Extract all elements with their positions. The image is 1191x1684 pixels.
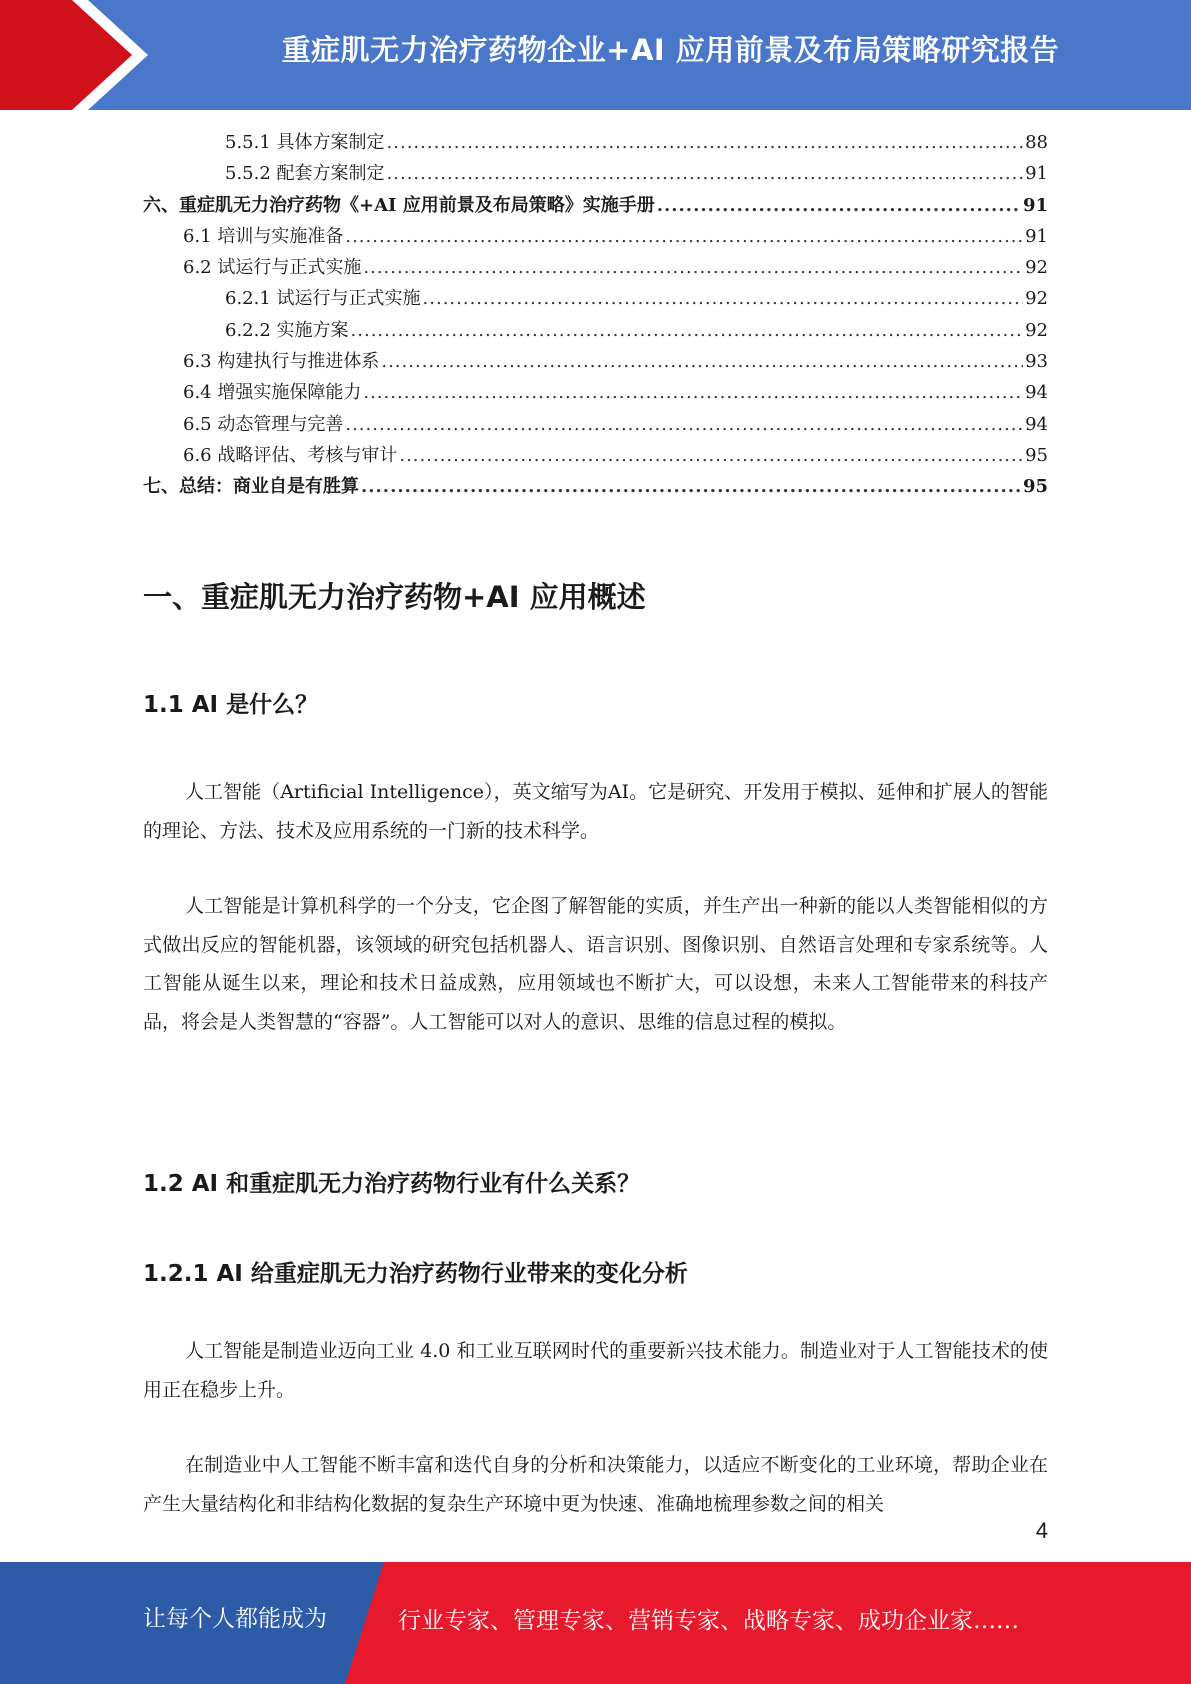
toc-page-number: 93	[1025, 351, 1048, 373]
toc-label: 6.6 战略评估、考核与审计	[183, 444, 398, 466]
toc-page-number: 91	[1025, 225, 1048, 247]
paragraph: 人工智能（Artificial Intelligence），英文缩写为AI。它是研究、开发用于模拟、延伸和扩展人的智能的理论、方法、技术及应用系统的一门新的技术科学。	[143, 781, 1048, 842]
toc-leader-dots	[363, 382, 1023, 403]
toc-leader-dots	[381, 351, 1023, 372]
toc-entry[interactable]	[143, 191, 1048, 222]
toc-leader-dots	[345, 414, 1023, 435]
toc-leader-dots	[361, 476, 1021, 497]
toc-entry[interactable]	[143, 410, 1048, 441]
toc-page-number: 91	[1025, 163, 1048, 185]
toc-leader-dots	[399, 445, 1023, 466]
toc-page-number: 92	[1025, 319, 1048, 341]
toc-page-number: 91	[1022, 194, 1048, 216]
subsubsection-heading: 1.2.1 AI 给重症肌无力治疗药物行业带来的变化分析	[143, 1261, 688, 1287]
toc-label: 5.5.1 具体方案制定	[225, 132, 385, 153]
toc-page-number: 94	[1025, 382, 1048, 404]
toc-entry[interactable]	[143, 441, 1048, 472]
toc-label: 6.2 试运行与正式实施	[183, 257, 362, 279]
toc-leader-dots	[351, 320, 1024, 341]
section-heading: 一、重症肌无力治疗药物+AI 应用概述	[143, 580, 646, 614]
toc-entry[interactable]	[143, 253, 1048, 284]
footer-banner	[0, 1562, 1191, 1684]
toc-entry[interactable]	[143, 159, 1048, 190]
toc-entry[interactable]	[143, 128, 1048, 159]
toc-label: 6.2.2 实施方案	[225, 319, 349, 341]
toc-page-number: 92	[1025, 288, 1048, 310]
toc-page-number: 88	[1025, 132, 1048, 153]
toc-page-number: 92	[1025, 257, 1048, 279]
toc-page-number: 95	[1022, 476, 1048, 498]
toc-label: 6.2.1 试运行与正式实施	[225, 288, 421, 310]
paragraph: 在制造业中人工智能不断丰富和迭代自身的分析和决策能力，以适应不断变化的工业环境，帮助企业在产生大量结构化和非结构化数据的复杂生产环境中更为快速、准确地梳理参数之间的相关	[143, 1454, 1048, 1515]
toc-label: 七、总结：商业自是有胜算	[143, 476, 359, 498]
toc-label: 6.1 培训与实施准备	[183, 225, 344, 247]
toc-label: 六、重症肌无力治疗药物《+AI 应用前景及布局策略》实施手册	[143, 194, 655, 216]
subsection-heading: 1.2 AI 和重症肌无力治疗药物行业有什么关系？	[143, 1171, 641, 1197]
page-number: 4	[1035, 1518, 1048, 1543]
footer-slogan-left: 让每个人都能成为	[143, 1606, 327, 1632]
footer-slogan-right: 行业专家、管理专家、营销专家、战略专家、成功企业家……	[398, 1608, 1019, 1634]
header-banner	[0, 0, 1191, 110]
toc-label: 5.5.2 配套方案制定	[225, 163, 385, 185]
toc-page-number: 95	[1025, 444, 1048, 466]
toc-label: 6.5 动态管理与完善	[183, 413, 344, 435]
toc-leader-dots	[345, 226, 1023, 247]
subsection-heading: 1.1 AI 是什么？	[143, 692, 319, 718]
toc-entry[interactable]	[143, 222, 1048, 253]
toc-leader-dots	[423, 288, 1024, 309]
toc-label: 6.3 构建执行与推进体系	[183, 351, 380, 373]
paragraph: 人工智能是计算机科学的一个分支，它企图了解智能的实质，并生产出一种新的能以人类智能相似的方式做出反应的智能机器，该领域的研究包括机器人、语言识别、图像识别、自然语言处理和专家系统等。人工智能从诞生以来，理论和技术日益成熟，应用领域也不断扩大，可以设想，未来人工智能带来的科技产品，将会是人类智慧的“容器”。人工智能可以对人的意识、思维的信息过程的模拟。	[143, 895, 1048, 1033]
table-of-contents	[143, 128, 1048, 504]
toc-leader-dots	[387, 132, 1024, 153]
toc-leader-dots	[363, 257, 1023, 278]
toc-entry[interactable]	[143, 347, 1048, 378]
toc-leader-dots	[657, 195, 1021, 216]
toc-entry[interactable]	[143, 284, 1048, 315]
paragraph: 人工智能是制造业迈向工业 4.0 和工业互联网时代的重要新兴技术能力。制造业对于人工智能技术的使用正在稳步上升。	[143, 1340, 1048, 1401]
toc-label: 6.4 增强实施保障能力	[183, 382, 362, 404]
toc-entry[interactable]	[143, 316, 1048, 347]
toc-entry[interactable]	[143, 378, 1048, 409]
report-title: 重症肌无力治疗药物企业+AI 应用前景及布局策略研究报告	[281, 33, 1060, 67]
toc-entry[interactable]	[143, 472, 1048, 503]
toc-leader-dots	[387, 163, 1024, 184]
toc-page-number: 94	[1025, 413, 1048, 435]
